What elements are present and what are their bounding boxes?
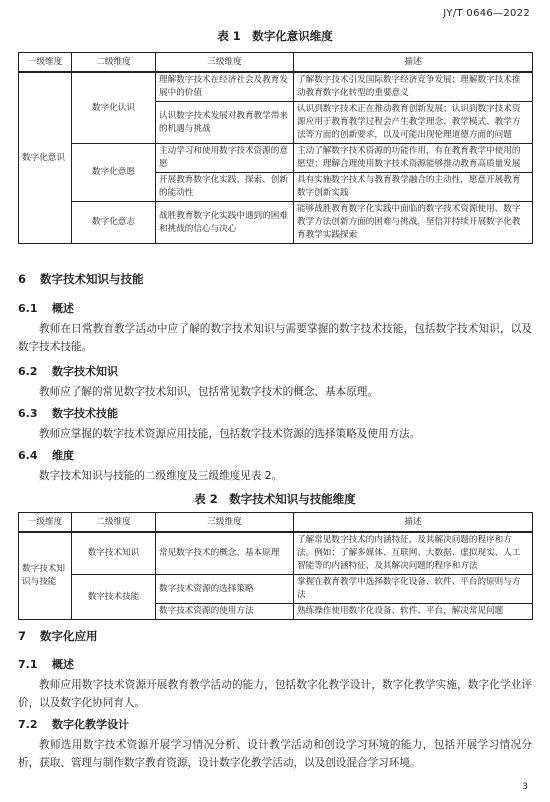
section7-heading [18,628,98,644]
section6-3-heading [18,405,118,421]
table2-header-row [19,513,533,533]
section6-4-heading [18,447,74,463]
table1-desc-cell: 认识到数字技术正在推动教育创新发展；认识到数字技术资源应用于教育教学过程会产生教学理念、教学模式、教学方法等方面的创新要求，以及可能出现伦理道德方面的问题 [294,102,533,144]
section-title: 数字技术知识与技能 [40,272,144,286]
standard-number: JY/T 0646—2022 [443,8,530,19]
table1-desc-cell: 了解数字技术引发国际数字经济竞争发展；理解数字技术推动教育数字化转型的重要意义 [294,72,533,102]
section-number: 6.3 [18,407,38,420]
table2-header-level1: 一级维度 [19,513,72,533]
section-number: 7.1 [18,658,38,671]
table2-level3-cell: 数字技术资源的使用方法 [156,604,294,620]
table1-level1-cell: 数字化意识 [19,72,72,244]
table1-level3-cell: 开展教育数字化实践、探索、创新的能动性 [156,173,294,202]
table2-caption: 表 2 数字技术知识与技能维度 [194,492,356,506]
section-title: 数字化应用 [40,629,98,643]
section6-2-paragraph: 教师应了解的常见数字技术知识，包括常见数字技术的概念、基本原理。 [39,386,378,398]
section-title: 数字化教学设计 [52,718,129,731]
section-title: 概述 [52,302,74,315]
table1-level3-cell: 战胜教育数字化实践中遇到的困难和挑战的信心与决心 [156,202,294,244]
section6-heading [18,271,144,287]
table1-desc-cell: 能够战胜教育数字化实践中面临的数字技术资源使用、数字教学方法创新方面的困难与挑战，坚信并持续开展数字化教育教学实践探索 [294,202,533,244]
section7-2-paragraph: 教师选用数字技术资源开展学习情况分析、设计教学活动和创设学习环境的能力，包括开展学习情况分析，获取、管理与制作数字教育资源，设计数字化教学活动，以及创设混合学习环境。 [18,739,532,769]
section6-4-paragraph: 数字技术知识与技能的二级维度及三级维度见表 2。 [39,470,283,482]
section6-1-heading [18,300,74,316]
table1-level3-cell: 理解数字技术在经济社会及教育发展中的价值 [156,72,294,102]
section7-1-paragraph: 教师应用数字技术资源开展教育教学活动的能力，包括数字化教学设计，数字化教学实施，数字化学业评价，以及数字化协同育人。 [18,679,532,709]
section-number: 6.1 [18,302,38,315]
table-row [19,575,533,604]
section-number: 7.2 [18,718,38,731]
table-row [19,202,533,244]
section-number: 6.4 [18,449,38,462]
table1-header-level1: 一级维度 [19,53,72,73]
section-title: 数字技术技能 [52,407,118,420]
section-title: 概述 [52,658,74,671]
table1-header-row [19,53,533,73]
table2-desc-cell: 掌握在教育教学中选择数字化设备、软件、平台的原则与方法 [294,575,533,604]
table1 [18,52,533,244]
table-row [19,144,533,173]
table1-header-desc: 描述 [294,53,533,73]
table2-desc-cell: 了解常见数字技术的内涵特征，及其解决问题的程序和方法。例如：了解多媒体、互联网、大数据、虚拟现实、人工智能等的内涵特征，及其解决问题的程序和方法 [294,532,533,575]
table1-level2-cell: 数字化意愿 [72,144,156,202]
table2-header-level3: 三级维度 [156,513,294,533]
table2-desc-cell: 熟练操作使用数字化设备、软件、平台，解决常见问题 [294,604,533,620]
table2-header-desc: 描述 [294,513,533,533]
section-number: 6.2 [18,365,38,378]
table2-level3-cell: 常见数字技术的概念、基本原理 [156,532,294,575]
table1-level2-cell: 数字化认识 [72,72,156,144]
section-title: 维度 [52,449,74,462]
section-number: 7 [18,629,27,643]
table2-level2-cell: 数字技术知识 [72,532,156,575]
table2-level3-cell: 数字技术资源的选择策略 [156,575,294,604]
table1-desc-cell: 主动了解数字技术资源的功能作用，有在教育教学中使用的愿望；理解合理使用数字技术资源能够推动教育高质量发展 [294,144,533,173]
table1-level3-cell: 主动学习和使用数字技术资源的意愿 [156,144,294,173]
table1-header-level2: 二级维度 [72,53,156,73]
table1-caption: 表 1 数字化意识维度 [217,29,333,43]
section6-3-paragraph: 教师应掌握的数字技术资源应用技能，包括数字技术资源的选择策略及使用方法。 [39,428,421,440]
table2-level2-cell: 数字技术技能 [72,575,156,620]
section6-1-paragraph: 教师在日常教育教学活动中应了解的数字技术知识与需要掌握的数字技术技能，包括数字技术知识，以及数字技术技能。 [18,323,532,353]
table1-level3-cell: 认识数字技术发展对教育教学带来的机遇与挑战 [156,102,294,144]
section7-1-heading [18,656,74,672]
table1-header-level3: 三级维度 [156,53,294,73]
table-row [19,72,533,102]
table1-level2-cell: 数字化意志 [72,202,156,244]
page-number: 3 [522,782,528,792]
table2-level1-cell: 数字技术知识与技能 [19,532,72,620]
section-title: 数字技术知识 [52,365,118,378]
table2-header-level2: 二级维度 [72,513,156,533]
table2 [18,512,533,620]
table-row [19,532,533,575]
table1-desc-cell: 具有实施数字技术与教育教学融合的主动性，愿意开展教育数字创新实践 [294,173,533,202]
section7-2-heading [18,716,129,732]
section6-2-heading [18,363,118,379]
section-number: 6 [18,272,27,286]
